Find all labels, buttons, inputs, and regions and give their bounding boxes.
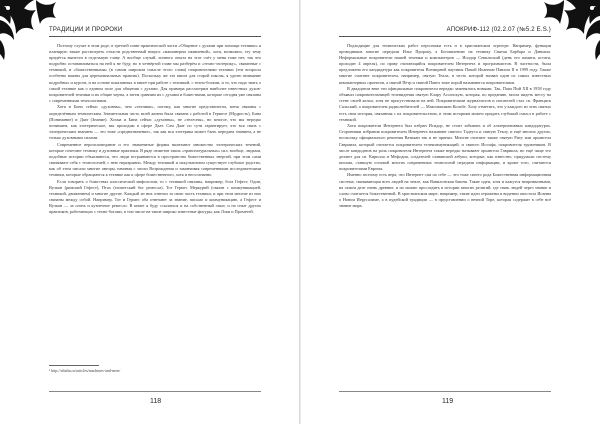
footnote-rule xyxy=(49,365,99,366)
right-body-text xyxy=(339,43,551,209)
left-body-text xyxy=(49,43,261,215)
right-head-rule xyxy=(339,36,551,37)
left-paragraph-1: Поэтому случае в этом роде, в третьей главе практической части «Общение с духами при помощи техники» я планирую также рассмотреть отчасти родственный вопрос «машинерии оживлений», хотя, возможно, эту тему придётся вынести в отдельную главу. А вообще случай, личного опыта на этот счёт у меня тоже нет, так что подробно останавливаться на ней я не буду, но в четвёртой главе мы разберём и «техно-эзотерику», связанные с техникой, и «божественными» (в самом широком смысле этого слова) покровителями техники (эти вопросы особенно важны для церемониальных практик). Поскольку же эта книга для старой школы, я уделю внимание подробных и курсов, и на основе показанных в книге при работе с техникой, с техно-богами, и то, что надо знать о самой технике как о едином поле для общения с духами. Для примера рассмотрим наиболее известных духов-покровителей техники и их общие черты, а затем сравним их с духами и божествами, которые сегодня уже связаны с современными технологиями. xyxy=(49,43,261,103)
right-paragraph-2: В двадцатом веке эти официальные покровители нередко заменялись новыми. Так, Папа Пий XII в 1958 году объявил покровительницей телевидения святую Клару Ассизскую, которая, по преданию, могла видеть мессу на стене своей кельи, хотя не присутствовала на ней. Покровителями журналистов и писателей стал св. Франциск Сальский, а покровителем радиолюбителей — Максимилиан Кольбе. Хочу отметить, что у каждого из этих святых есть своя история, связанная с их покровительством, и этим историям можно придать глубокий смысл в работе с техникой. xyxy=(339,86,551,122)
footnote: ¹ http://altalia.ru/articles/machines-and-men/ xyxy=(49,368,121,373)
right-paragraph-1: Подходящие для технических работ персонажи есть и в христианском эгрегоре. Например, функции проводников многие передали Илье Пророку, а Богоявлению на технику Святая Барбара и Даниила. Неформальные покровители нашей техники и компьютеров — Исидор Севильский (день его памяти, кстати, проходит 4 апреля), по праву считающийся покровителем Интернета и программистов. В частности, была предложена его кандидатура как покровителя Всемирной паутины Папой Иоанном Павлом II в 1999 году. Также многие считают покровителем, например, святую Текла, в честь которой назван один из самых известных компьютерных проектов, а святой Пётр и святой Павел тоже порой называются покровителями. xyxy=(339,43,551,85)
left-paragraph-4: Если говорить о божествах классической мифологии, то с техникой связаны, например, бога Гефест, Один, Вулкан (римский Гефест), Птах (египетский бог ремесла), Тот Гермес Меркурий (связан с коммуникацией, техникой, движением) и многие другие. Каждый из них отвечал за свою часть техники, и при этом многие из них связаны между собой. Например, Тот и Гермес оба отвечают за знание, письмо и коммуникацию, а Гефест и Вулкан — за огонь и кузнечное ремесло. В книге я буду ссылаться и на собственный опыт, и на опыт других практиков, работающих с техно-богами, в том числе на такие широко известные фигуры, как Локи и Прометей. xyxy=(49,178,261,215)
right-page xyxy=(300,0,600,424)
right-running-head: АПОКРИФ-112 (02.2.07 (№5.2 E.S.) xyxy=(446,27,551,33)
left-running-head: ТРАДИЦИИ И ПРОРОКИ xyxy=(49,27,123,33)
left-head-rule xyxy=(49,36,261,37)
left-page-number: 118 xyxy=(150,398,162,405)
right-paragraph-4: Именно поэтому есть вера, что Интернет сам по себе — это тоже своего рода Божественная информационная система, связывающая всех людей на земле, как Вавилонская башня. Такие идеи, хотя и кажутся непривычными, на самом деле очень древние, и их можно проследить в истории многих религий, где связь людей через знание и слово считается божественной. В христианском мире, например, такие идеи отражены в видении апостола Иоанна о Новом Иерусалиме, а в иудейской традиции — в представлении о вечной Торе, которая содержит в себе всё знание мира. xyxy=(339,172,551,208)
right-folio-rule xyxy=(339,391,551,392)
left-paragraph-3: Современное вероисповедание и его знаменитые формы включают множество эзотерических течений, которые сочетают технику и духовные практики. В ряде сюжетов таких «транснатуральных» сил, вообще, людьми, подобные истории объясняются, что люди встраиваются в пространство божественных энергий, при этом сами связывают себя с технологией, с нею неразрывно. Между техникой и оккультизмом существует глубокое родство, как об этом писали многие авторы, начиная с эпохи Возрождения и заканчивая современными исследователями техники, которые обращаются к технике как к сфере божественного, хотя и неосознанно. xyxy=(49,141,261,177)
right-page-number: 119 xyxy=(442,398,454,405)
left-folio-rule xyxy=(49,391,261,392)
left-paragraph-2: Хотя и Бинх сейчас «духовны», чем «техники», потому, как многие представители, меня связаны с определённым техническим. Значительная часть моей жизни была связана с работой в Гермесе (Мудрость), Бина (Понимание) и Даат (Знание). Хохма и Бина сейчас «духовны», не «телесны», но многое, что мы нередко понимаем, как эзотерическое, мы проходим в сфере Даат. Сам Даат по сути гарантирует, что вся связь с эзотерическим знанием — это тоже «предназначение», так как вся эзотерика может быть передана знанием, а не только духовными силами. xyxy=(49,104,261,140)
right-paragraph-3: Хотя покровители Интернета был избран Исидор, не стоит забывать и об альтернативных кандидатурах. Сторонники избрания покровителем Интернета называют святого Тадеуса и святую Теклу, и ещё многих других, поскольку официального решения Ватикан так и не принял. Многие считают также святую Риту или архангела Гавриила, который считается покровителем телекоммуникаций, и святого Иосифа, покровителя тружеников. В числе кандидатов на роль покровителя Интернета также нередко называют архангела Гавриила, но ещё чаще это делают для св. Кирилла и Мефодия, создателей славянской азбуки, которые, как известно, придумали систему письма, ставшую основой многих современных технологий передачи информации, и кроме того, считаются покровителями Европы. xyxy=(339,123,551,171)
